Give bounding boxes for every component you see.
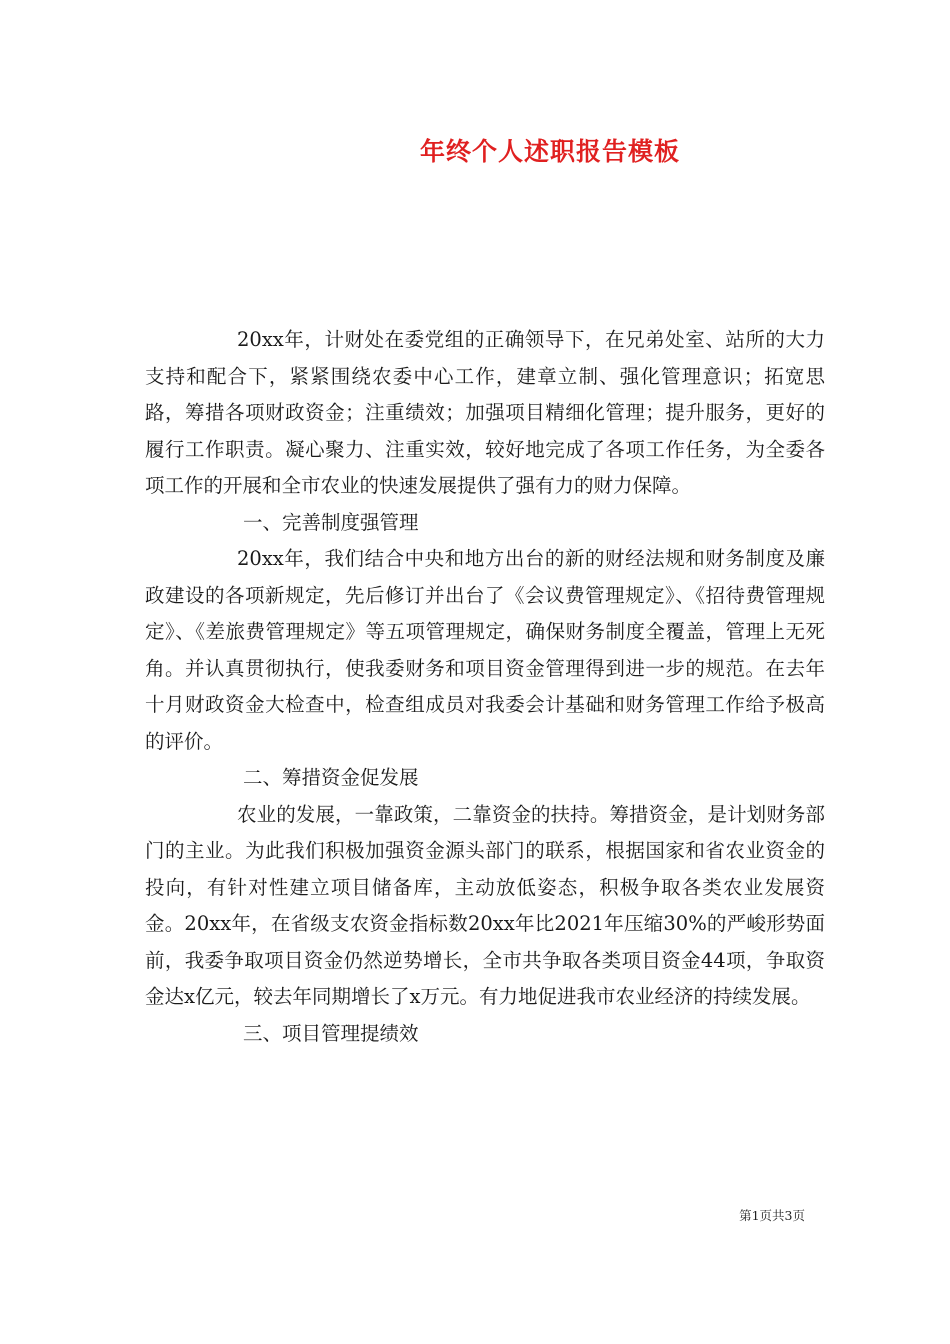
page-number: 第1页共3页 — [739, 1208, 805, 1223]
section-heading-2: 二、筹措资金促发展 — [243, 766, 419, 789]
document-title: 年终个人述职报告模板 — [419, 137, 680, 166]
section-heading-1: 一、完善制度强管理 — [243, 510, 419, 534]
document-body — [145, 322, 825, 1052]
section-body-2: 农业的发展，一靠政策，二靠资金的扶持。筹措资金，是计划财务部门的主业。为此我们积极加强资金源头部门的联系，根据国家和省农业资金的投向，有针对性建立项目储备库，主动放低姿态，积极争取各类农业发展资金。20xx年，在省级支农资金指标数20xx年比2021年压缩30%的严峻形势面前，我委争取项目资金仍然逆势增长，全市共争取各类项目资金44项，争取资金达x亿元，较去年同期增长了x万元。有力地促进我市农业经济的持续发展。 — [145, 802, 825, 1008]
section-body-1: 20xx年，我们结合中央和地方出台的新的财经法规和财务制度及廉政建设的各项新规定，先后修订并出台了《会议费管理规定》、《招待费管理规定》、《差旅费管理规定》等五项管理规定，确保财务制度全覆盖，管理上无死角。并认真贯彻执行，使我委财务和项目资金管理得到进一步的规范。在去年十月财政资金大检查中，检查组成员对我委会计基础和财务管理工作给予极高的评价。 — [145, 547, 825, 753]
intro-paragraph: 20xx年，计财处在委党组的正确领导下，在兄弟处室、站所的大力支持和配合下，紧紧围绕农委中心工作，建章立制、强化管理意识；拓宽思路，筹措各项财政资金；注重绩效；加强项目精细化管理；提升服务，更好的履行工作职责。凝心聚力、注重实效，较好地完成了各项工作任务，为全委各项工作的开展和全市农业的快速发展提供了强有力的财力保障。 — [145, 328, 825, 497]
section-heading-3: 三、项目管理提绩效 — [243, 1021, 419, 1045]
